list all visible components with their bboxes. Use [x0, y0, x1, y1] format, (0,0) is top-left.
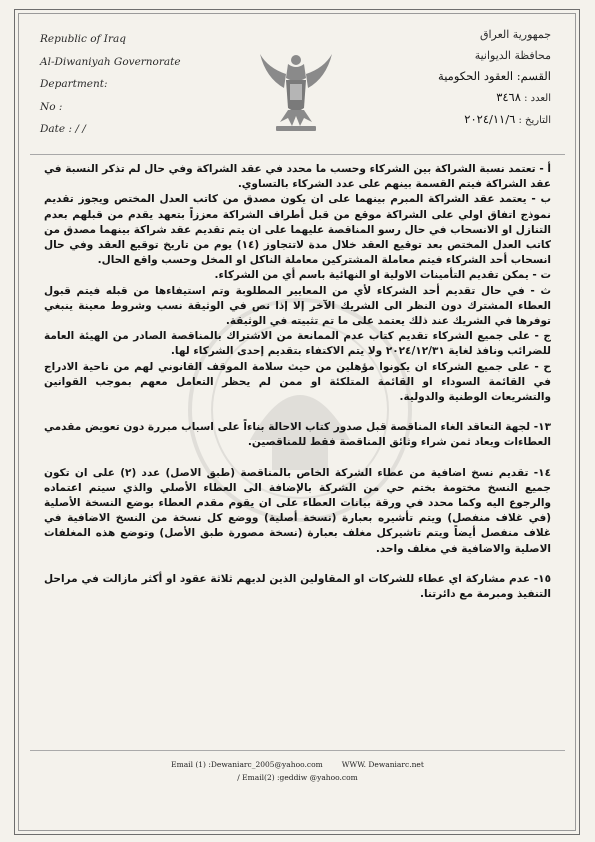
- clause-13: ١٣- لجهة التعاقد الغاء المناقصة قبل صدور كتاب الاحالة بناءاً على اسباب مبررة دون تعويض مقدمي العطاءات ويعاد ثمن شراء وثائق المناقصة فقط للمناقصين.: [44, 421, 551, 449]
- governorate-ar: محافظة الديوانية: [474, 49, 551, 62]
- number-en: No :: [40, 100, 63, 113]
- number-value: ٣٤٦٨: [496, 90, 521, 104]
- clause-t: ت - يمكن تقديم التأمينات الاولية او النهائية باسم أي من الشركاء.: [214, 269, 551, 282]
- clause-j: ج - على جميع الشركاء تقديم كتاب عدم الممانعة من الاشتراك بالمناقصة الصادر من الهيئة العامة للضرائب ونافذ لغاية ٢٠٢٤/١٢/٣١ ولا يتم الاكتفاء بتقديم إحدى الشركاء لها.: [44, 330, 551, 358]
- footer: [60, 758, 535, 798]
- header-arabic: [381, 24, 551, 131]
- date-value: ٢٠٢٤/١١/٦: [464, 112, 516, 126]
- date-ar: [381, 109, 551, 131]
- clause-15: ١٥- عدم مشاركة اي عطاء للشركات او المقاولين الذين لديهم ثلاثة عقود او أكثر مازالت في مراحل التنفيذ ومبرمة مع دائرتنا.: [44, 572, 551, 601]
- country-ar: جمهورية العراق: [479, 28, 551, 41]
- clause-b: ب - يعتمد عقد الشراكة المبرم بينهما على ان يكون مصدق من كاتب العدل المختص ويجوز تقديم نموذج اتفاق اولي على الشراكة موقع من قبل أطراف الشراكة معززاً بتعهد يقدم من قبلهم بعدم التنازل او الانسحاب في حال رسو المناقصة عليهما على ان يتم تقديم عقد شراكة بينهما مصدق من كاتب العدل المختص بعد توقيع العقد خلال مدة لاتتجاوز (١٤) يوم من تاريخ توقيع العقد وفي حال انسحاب أحد الشركاء فيتم معاملة المشتركين معاملة الناكل او المخل وحسب واقع الحال.: [44, 193, 551, 267]
- date-label: التاريخ :: [518, 115, 551, 126]
- iraq-eagle-emblem-icon: [258, 48, 334, 134]
- footer-divider: [30, 750, 565, 751]
- clause-h: ح - على جميع الشركاء ان يكونوا مؤهلين من حيث سلامة الموقف القانوني لهم من ناحية الادراج في القائمة السوداء او القائمة المتلكئة او ممن لم يحظر التعامل معهم بموجب القوانين والتشريعات الوطنية والدولية.: [44, 360, 551, 404]
- document-body: [44, 162, 551, 667]
- footer-website[interactable]: WWW. Dewaniarc.net: [341, 760, 424, 769]
- clause-14: ١٤- تقديم نسخ اضافية من عطاء الشركة الخاص بالمناقصة (طبق الاصل) عدد (٢) على ان تكون جميع النسخ مختومة بختم حي من الشركة بالإضافة الى العطاء الأصلي والذي سيتم اعتماده والرجوع اليه وكما محدد في ورقة بيانات العطاء على ان يقوم مقدم العطاء بوضع النسخة الأصلية (في غلاف منفصل) ويتم تأشيره بعبارة (نسخة أصلية) ووضع كل نسخة من النسخ الاضافية في غلاف منفصل أيضاً ويتم تاشيركل مغلف بعبارة (نسخة مصورة طبق الأصل) وتوضع هذه المغلفات الاصلية والاضافية في مغلف واحد.: [44, 466, 551, 555]
- country-en: Republic of Iraq: [40, 33, 126, 45]
- governorate-en: Al-Diwaniyah Governorate: [40, 55, 181, 68]
- clause-th: ث - في حال تقديم أحد الشركاء لأي من المعايير المطلوبة وتم استيفاءها من قبله فيتم قبول العطاء المشترك دون النظر الى الشريك الآخر إلا إذا نص في الوثيقة نسب وشروط معينة ينبغي توفرها في الشريك عند ذلك يعتمد على ما تم تثبيته في الوثيقة.: [44, 284, 551, 328]
- clause-a: أ - تعتمد نسبة الشراكة بين الشركاء وحسب ما محدد في عقد الشراكة وفي حال لم تذكر النسبة في عقد الشراكة فيتم القسمة بينهم على عدد الشركاء بالتساوي.: [44, 163, 551, 191]
- department-en: Department:: [40, 78, 108, 90]
- number-label: العدد :: [524, 93, 551, 104]
- footer-email-1[interactable]: Email (1) :Dewaniarc_2005@yahoo.com: [171, 760, 323, 769]
- date-en: Date : / /: [40, 123, 86, 135]
- header-english: [40, 28, 220, 141]
- number-ar: [381, 87, 551, 109]
- footer-line-1: [60, 758, 535, 771]
- header-divider: [30, 154, 565, 155]
- department-ar: القسم: العقود الحكومية: [438, 69, 551, 83]
- footer-email-2[interactable]: / Email(2) :geddiw @yahoo.com: [237, 773, 358, 782]
